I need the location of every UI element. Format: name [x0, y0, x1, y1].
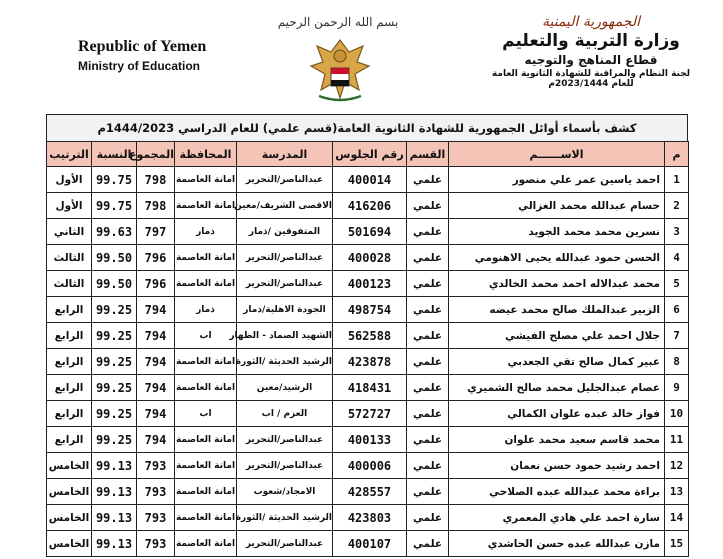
cell-seq: 7	[665, 323, 689, 349]
cell-governorate: امانة العاصمة	[175, 453, 237, 479]
cell-seq: 14	[665, 505, 689, 531]
header-seat-number: رقم الجلوس	[333, 142, 407, 167]
cell-seat: 400006	[333, 453, 407, 479]
cell-total: 793	[137, 531, 175, 557]
cell-percentage: 99.13	[92, 505, 137, 531]
cell-name: احمد ياسين عمر علي منصور	[449, 167, 665, 193]
cell-name: حسام عبدالله محمد الغزالي	[449, 193, 665, 219]
cell-governorate: امانة العاصمة	[175, 531, 237, 557]
table-row	[47, 245, 689, 271]
table-body	[47, 167, 689, 557]
cell-governorate: امانة العاصمة	[175, 245, 237, 271]
cell-seq: 10	[665, 401, 689, 427]
cell-seq: 8	[665, 349, 689, 375]
cell-school: عبدالناصر/التحرير	[237, 271, 333, 297]
cell-section: علمي	[407, 219, 449, 245]
cell-seq: 13	[665, 479, 689, 505]
cell-total: 794	[137, 297, 175, 323]
committee-name-arabic: لجنة النظام والمراقبة للشهادة الثانوية العامة	[491, 69, 691, 79]
arabic-heading	[481, 14, 701, 89]
cell-percentage: 99.63	[92, 219, 137, 245]
table-caption: كشف بأسماء أوائل الجمهورية للشهادة الثانوية العامة(قسم علمي) للعام الدراسي 1444/2023م	[46, 114, 688, 141]
sector-name-arabic: قطاع المناهج والتوجيه	[524, 53, 658, 67]
cell-seat: 400133	[333, 427, 407, 453]
cell-section: علمي	[407, 245, 449, 271]
cell-name: الزبير عبدالملك صالح محمد عيضه	[449, 297, 665, 323]
cell-name: عصام عبدالجليل محمد صالح الشميري	[449, 375, 665, 401]
cell-school: الرشيد الحديثة /الثورة	[237, 349, 333, 375]
cell-name: مازن عبدالله عبده حسن الحاشدي	[449, 531, 665, 557]
cell-percentage: 99.25	[92, 427, 137, 453]
cell-governorate: اب	[175, 401, 237, 427]
cell-school: الامجاد/شعوب	[237, 479, 333, 505]
header-rank: الترتيب	[47, 142, 92, 167]
cell-school: العزم / اب	[237, 401, 333, 427]
cell-percentage: 99.25	[92, 297, 137, 323]
cell-section: علمي	[407, 453, 449, 479]
year-arabic: للعام 2023/1444م	[548, 79, 634, 89]
cell-seat: 416206	[333, 193, 407, 219]
cell-school: المتفوقين /ذمار	[237, 219, 333, 245]
cell-name: جلال احمد علي مصلح الفيشي	[449, 323, 665, 349]
table-header-row	[47, 142, 689, 167]
header-percentage: النسبة	[92, 142, 137, 167]
cell-governorate: امانة العاصمة	[175, 375, 237, 401]
cell-seq: 5	[665, 271, 689, 297]
cell-seq: 6	[665, 297, 689, 323]
cell-rank: الرابع	[47, 349, 92, 375]
cell-percentage: 99.13	[92, 531, 137, 557]
cell-seat: 498754	[333, 297, 407, 323]
header-governorate: المحافظة	[175, 142, 237, 167]
cell-rank: الخامس	[47, 479, 92, 505]
cell-school: الشهيد الصماد - الظهار	[237, 323, 333, 349]
english-heading	[78, 38, 206, 73]
cell-total: 793	[137, 479, 175, 505]
header-name: الاســــــم	[449, 142, 665, 167]
cell-school: عبدالناصر/التحرير	[237, 245, 333, 271]
cell-percentage: 99.25	[92, 349, 137, 375]
cell-rank: الرابع	[47, 297, 92, 323]
cell-percentage: 99.75	[92, 167, 137, 193]
table-row	[47, 531, 689, 557]
cell-seat: 400123	[333, 271, 407, 297]
cell-total: 793	[137, 505, 175, 531]
cell-total: 798	[137, 167, 175, 193]
cell-school: الجودة الاهلية/ذمار	[237, 297, 333, 323]
cell-seat: 428557	[333, 479, 407, 505]
header-section: القسم	[407, 142, 449, 167]
cell-section: علمي	[407, 271, 449, 297]
cell-school: عبدالناصر/التحرير	[237, 427, 333, 453]
table-row	[47, 505, 689, 531]
cell-seq: 1	[665, 167, 689, 193]
cell-total: 798	[137, 193, 175, 219]
cell-rank: الخامس	[47, 453, 92, 479]
table-row	[47, 479, 689, 505]
cell-seq: 12	[665, 453, 689, 479]
ministry-name-arabic: وزارة التربية والتعليم	[502, 31, 680, 51]
cell-seat: 418431	[333, 375, 407, 401]
table-row	[47, 193, 689, 219]
cell-school: الرشيد/معين	[237, 375, 333, 401]
cell-percentage: 99.50	[92, 245, 137, 271]
document-header	[0, 0, 723, 110]
cell-seat: 400107	[333, 531, 407, 557]
table-row	[47, 297, 689, 323]
cell-seat: 423878	[333, 349, 407, 375]
cell-rank: الرابع	[47, 427, 92, 453]
cell-seq: 3	[665, 219, 689, 245]
cell-name: الحسن حمود عبدالله يحيى الاهنومي	[449, 245, 665, 271]
cell-percentage: 99.25	[92, 375, 137, 401]
table-row	[47, 349, 689, 375]
cell-governorate: امانة العاصمة	[175, 167, 237, 193]
cell-total: 794	[137, 323, 175, 349]
cell-seq: 15	[665, 531, 689, 557]
cell-percentage: 99.25	[92, 323, 137, 349]
cell-section: علمي	[407, 297, 449, 323]
cell-rank: الثالث	[47, 271, 92, 297]
cell-governorate: امانة العاصمة	[175, 505, 237, 531]
basmala: بسم الله الرحمن الرحيم	[277, 15, 399, 29]
cell-section: علمي	[407, 479, 449, 505]
cell-seat: 423803	[333, 505, 407, 531]
cell-total: 797	[137, 219, 175, 245]
cell-rank: الأول	[47, 193, 92, 219]
cell-percentage: 99.25	[92, 401, 137, 427]
cell-seat: 572727	[333, 401, 407, 427]
results-table-wrapper	[46, 114, 688, 557]
cell-total: 794	[137, 375, 175, 401]
cell-section: علمي	[407, 505, 449, 531]
cell-seq: 4	[665, 245, 689, 271]
cell-rank: الرابع	[47, 375, 92, 401]
cell-percentage: 99.13	[92, 479, 137, 505]
cell-governorate: امانة العاصمة	[175, 349, 237, 375]
yemen-eagle-emblem-icon	[305, 34, 375, 106]
cell-total: 794	[137, 427, 175, 453]
cell-percentage: 99.75	[92, 193, 137, 219]
cell-rank: الثالث	[47, 245, 92, 271]
cell-governorate: امانة العاصمة	[175, 479, 237, 505]
cell-rank: الخامس	[47, 531, 92, 557]
cell-total: 794	[137, 401, 175, 427]
table-row	[47, 167, 689, 193]
cell-name: محمد قاسم سعيد محمد علوان	[449, 427, 665, 453]
country-name-arabic: الجمهورية اليمنية	[541, 14, 640, 30]
table-row	[47, 271, 689, 297]
cell-governorate: امانة العاصمة	[175, 427, 237, 453]
header-seq: م	[665, 142, 689, 167]
table-row	[47, 453, 689, 479]
cell-name: عبير كمال صالح تقي الجعدبي	[449, 349, 665, 375]
cell-percentage: 99.50	[92, 271, 137, 297]
cell-section: علمي	[407, 167, 449, 193]
cell-seat: 400014	[333, 167, 407, 193]
cell-governorate: امانة العاصمة	[175, 271, 237, 297]
table-row	[47, 375, 689, 401]
country-name-english: Republic of Yemen	[78, 38, 207, 55]
cell-name: محمد عبدالاله احمد محمد الخالدي	[449, 271, 665, 297]
cell-rank: الخامس	[47, 505, 92, 531]
cell-seq: 9	[665, 375, 689, 401]
cell-total: 796	[137, 271, 175, 297]
cell-school: الاقصى الشريف/معين	[237, 193, 333, 219]
cell-rank: الأول	[47, 167, 92, 193]
table-row	[47, 323, 689, 349]
cell-name: احمد رشيد حمود حسن نعمان	[449, 453, 665, 479]
cell-seq: 11	[665, 427, 689, 453]
cell-name: براءة محمد عبدالله عبده الصلاحي	[449, 479, 665, 505]
cell-section: علمي	[407, 193, 449, 219]
cell-rank: الرابع	[47, 323, 92, 349]
cell-section: علمي	[407, 427, 449, 453]
table-row	[47, 427, 689, 453]
cell-section: علمي	[407, 375, 449, 401]
cell-governorate: اب	[175, 323, 237, 349]
header-total: المجموع	[137, 142, 175, 167]
cell-school: الرشيد الحديثة /الثورة	[237, 505, 333, 531]
cell-seat: 501694	[333, 219, 407, 245]
cell-seat: 400028	[333, 245, 407, 271]
cell-rank: الرابع	[47, 401, 92, 427]
cell-seat: 562588	[333, 323, 407, 349]
header-school: المدرسة	[237, 142, 333, 167]
cell-total: 796	[137, 245, 175, 271]
cell-name: سارة احمد علي هادي المعمري	[449, 505, 665, 531]
cell-name: فواز خالد عبده علوان الكمالي	[449, 401, 665, 427]
cell-school: عبدالناصر/التحرير	[237, 453, 333, 479]
cell-governorate: امانة العاصمة	[175, 193, 237, 219]
cell-section: علمي	[407, 401, 449, 427]
cell-total: 793	[137, 453, 175, 479]
table-row	[47, 219, 689, 245]
cell-percentage: 99.13	[92, 453, 137, 479]
cell-total: 794	[137, 349, 175, 375]
cell-section: علمي	[407, 531, 449, 557]
cell-section: علمي	[407, 323, 449, 349]
cell-name: نسرين محمد محمد الجويد	[449, 219, 665, 245]
cell-governorate: ذمار	[175, 219, 237, 245]
ministry-name-english: Ministry of Education	[78, 59, 201, 73]
cell-school: عبدالناصر/التحرير	[237, 167, 333, 193]
cell-seq: 2	[665, 193, 689, 219]
table-row	[47, 401, 689, 427]
top-students-table	[46, 141, 689, 557]
cell-section: علمي	[407, 349, 449, 375]
cell-rank: الثاني	[47, 219, 92, 245]
cell-school: عبدالناصر/التحرير	[237, 531, 333, 557]
cell-governorate: ذمار	[175, 297, 237, 323]
